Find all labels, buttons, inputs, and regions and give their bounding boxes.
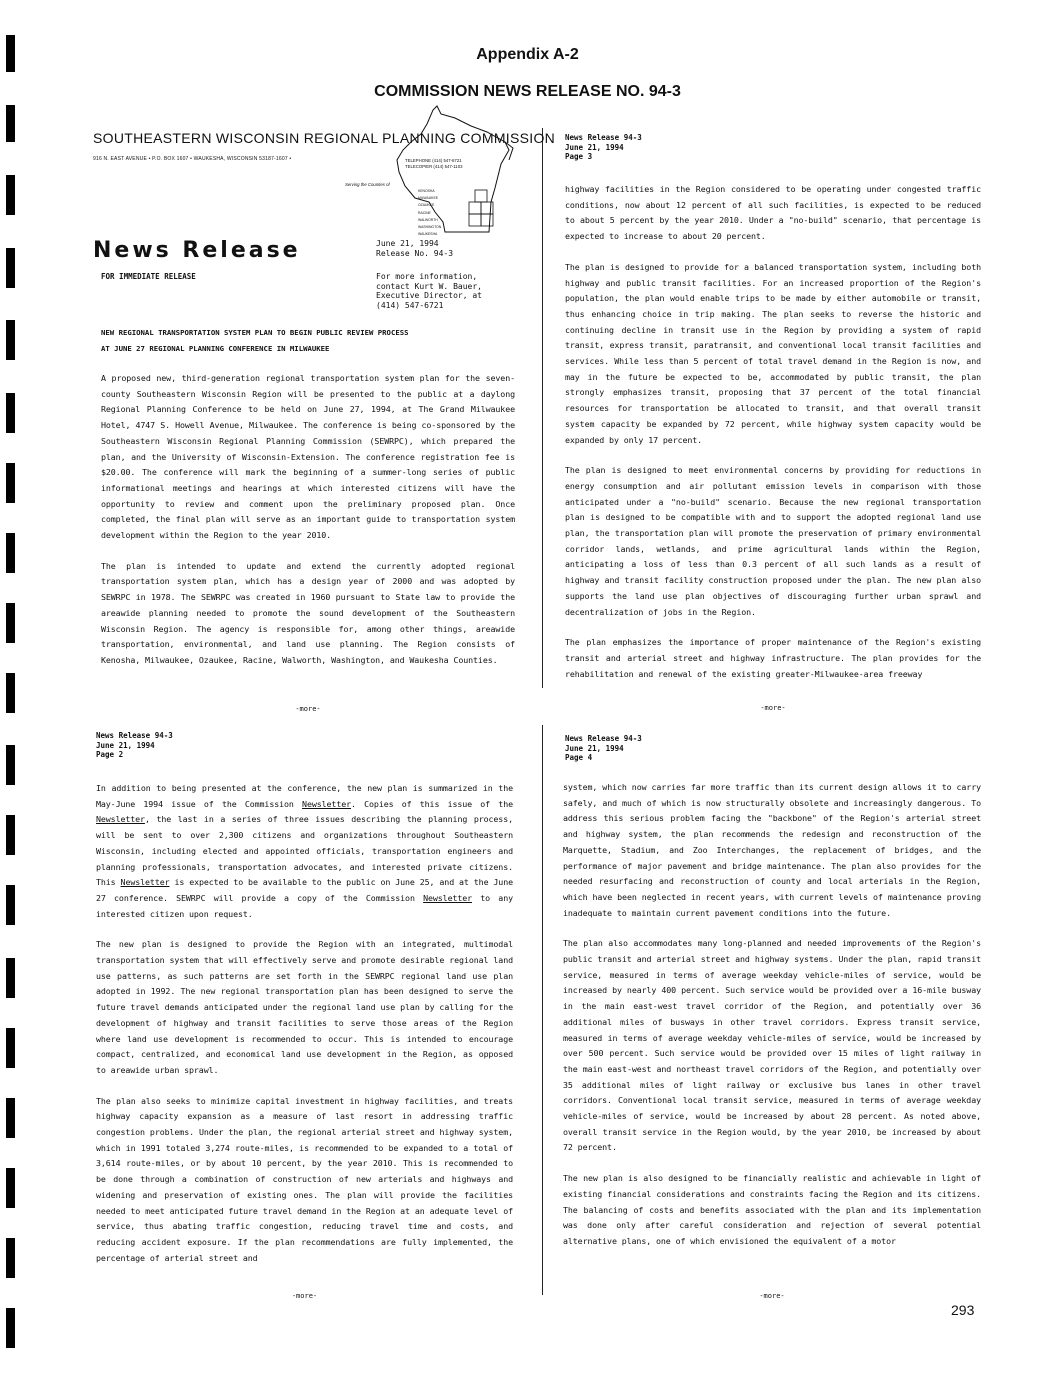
paragraph: The plan is intended to update and extend the currently adopted regional transportation system plan, which has a design year of 2000 and was adopted by SEWRPC in 1978. The SEWRPC was created in 1960 pursuant to State law to provide the areawide planning needed to promote the sound development of the Southeastern Wisconsin Region. The agency is responsible for, among other things, areawide transportation, environmental, and land use planning. The Region consists of Kenosha, Milwaukee, Ozaukee, Racine, Walworth, Washington, and Waukesha Counties. <box>101 560 515 665</box>
ref-line: Page 4 <box>565 753 593 762</box>
binder-mark <box>6 1238 15 1278</box>
county: WALWORTH <box>418 217 438 222</box>
binder-mark <box>6 815 15 855</box>
binder-mark <box>6 745 15 785</box>
county: KENOSHA <box>418 189 435 193</box>
page4-body <box>563 780 981 1250</box>
ref-line: June 21, 1994 <box>565 142 624 152</box>
contact-line: contact Kurt W. Bauer, <box>376 281 482 291</box>
release-number: Release No. 94-3 <box>376 248 454 258</box>
page2-ref <box>96 731 173 760</box>
appendix-title: Appendix A-2 <box>476 46 579 63</box>
binder-mark <box>6 1308 15 1348</box>
org-name: SOUTHEASTERN WISCONSIN REGIONAL PLANNING COMMISSION <box>93 130 556 146</box>
letterhead-phones <box>405 158 462 170</box>
binder-mark <box>6 673 15 713</box>
page3-body <box>565 182 981 682</box>
county: WAUKESHA <box>418 232 438 237</box>
page2-body <box>96 781 513 1266</box>
contact-block <box>376 272 482 310</box>
binder-mark <box>6 533 15 573</box>
paragraph: In addition to being presented at the conference, the new plan is summarized in the May-June 1994 issue of the Commission Newsletter. Copies of this issue of the Newsletter, the last in a series of three issues describing the planning process, will be sent to over 2,300 citizens and organizations throughout Southeastern Wisconsin, including elected and appointed officials, transportation engineers and planning professionals, transportation advocates, and interested private citizens. This Newsletter is expected to be available to the public on June 25, and at the June 27 conference. SEWRPC will provide a copy of the Commission Newsletter to any interested citizen upon request. <box>96 783 513 919</box>
page1-body <box>101 371 515 669</box>
binder-mark <box>6 393 15 433</box>
county: OZAUKEE <box>418 203 435 208</box>
page4-ref <box>565 734 642 763</box>
newsletter-title: Newsletter <box>423 892 473 903</box>
newsletter-title: Newsletter <box>96 814 145 825</box>
news-release-label: News Release <box>93 238 301 263</box>
ref-line: Page 3 <box>565 152 593 161</box>
more-marker: -more- <box>295 705 321 713</box>
wisconsin-map-icon <box>385 102 515 242</box>
column-divider <box>542 725 543 1295</box>
county: MILWAUKEE <box>418 196 438 201</box>
telephone: TELEPHONE (414) 547-6721 <box>405 158 462 163</box>
paragraph: The new plan is also designed to be financially realistic and achievable in light of existing financial considerations and constraints facing the Region and its citizens. The balancing of costs and benefits associated with the plan and its implementation was done only after careful consideration and rejection of several potential alternative plans, one of which envisioned the equivalent of a motor <box>563 1173 981 1246</box>
column-divider <box>542 128 543 688</box>
release-title: COMMISSION NEWS RELEASE NO. 94-3 <box>374 83 681 100</box>
binder-mark <box>6 1168 15 1208</box>
paragraph: The new plan is designed to provide the Region with an integrated, multimodal transportation system that will effectively serve and promote desirable regional land use patterns, as such patterns are set forth in the SEWRPC regional land use plan adopted in 1992. The new regional transportation plan has been designed to serve the future travel demands anticipated under the regional land use plan by calling for the development of highway and transit facilities to serve those areas of the Region where land use development is recommended to occur. This is intended to encourage compact, centralized, and economical land use development in the Region, as opposed to areawide urban sprawl. <box>96 939 513 1075</box>
ref-line: June 21, 1994 <box>565 743 624 753</box>
ref-line: News Release 94-3 <box>565 133 642 142</box>
org-address: 916 N. EAST AVENUE • P.O. BOX 1607 • WAUKESHA, WISCONSIN 53187-1607 • <box>93 156 292 162</box>
more-marker: -more- <box>291 1292 318 1300</box>
binder-mark <box>6 958 15 998</box>
paragraph: A proposed new, third-generation regional transportation system plan for the seven-county Southeastern Wisconsin Region will be presented to the public at a daylong Regional Planning Conference to be held on June 27, 1994, at The Grand Milwaukee Hotel, 4747 S. Howell Avenue, Milwaukee. The conference is being co-sponsored by the Southeastern Wisconsin Regional Planning Commission (SEWRPC), which prepared the plan, and the University of Wisconsin-Extension. The conference registration fee is $20.00. The conference will mark the beginning of a summer-long series of public informational meetings and hearings at which interested citizens will have the opportunity to review and comment upon the preliminary proposed plan. Once completed, the final plan will serve as an important guide to transportation system development within the Region to the year 2010. <box>101 373 515 541</box>
more-marker: -more- <box>759 1292 785 1300</box>
binder-mark <box>6 105 15 142</box>
release-date: June 21, 1994 <box>376 239 439 248</box>
binder-mark <box>6 175 15 215</box>
contact-line: (414) 547-6721 <box>376 300 444 310</box>
release-meta <box>376 239 453 258</box>
binder-mark <box>6 248 15 288</box>
immediate-release: FOR IMMEDIATE RELEASE <box>101 272 196 281</box>
paragraph: The plan is designed to meet environmental concerns by providing for reductions in energy consumption and air pollutant emission levels in comparison with those anticipated under a "no-build" scenario. Because the new regional transportation plan is designed to be compatible with and to support the adopted regional land use plan, the transportation plan will promote the preservation of primary environmental corridor lands, wetlands, and prime agricultural lands within the Region, anticipating a loss of less than 0.3 percent of all such lands as a result of highway and transit facility construction proposed under the plan. The new plan also supports the land use plan objectives of discouraging further urban sprawl and decentralization of jobs in the Region. <box>565 465 981 617</box>
ref-line: Page 2 <box>96 750 124 759</box>
paragraph: The plan also accommodates many long-planned and needed improvements of the Region's public transit and arterial street and highway systems. Under the plan, rapid transit service, measured in terms of average weekday vehicle-miles of service, would be increased by nearly 400 percent. Such service would be provided over a 16-mile busway in the main east-west travel corridor of the Region, and potentially over 36 additional miles of busways in other travel corridors. Express transit service, measured in terms of average weekday vehicle-miles of service, would be increased by over 500 percent. Such service would be provided over 15 miles of light railway in the main east-west and northeast travel corridors of the Region, and potentially over 35 additional miles of light railway or exclusive bus lanes in other travel corridors. Conventional local transit service, measured in terms of average weekday vehicle-miles of service, would be increased by about 28 percent. As noted above, overall transit service in the Region would, by the year 2010, be increased by about 72 percent. <box>563 938 981 1153</box>
county: RACINE <box>418 210 431 215</box>
page-number: 293 <box>951 1302 975 1318</box>
contact-line: For more information, <box>376 272 478 281</box>
paragraph: The plan emphasizes the importance of proper maintenance of the Region's existing transit and arterial street and highway infrastructure. The plan provides for the rehabilitation and renewal of the existing greater-Milwaukee-area freeway <box>565 637 981 679</box>
ref-line: June 21, 1994 <box>96 740 155 750</box>
binder-mark <box>6 603 15 643</box>
binder-mark <box>6 320 15 360</box>
more-marker: -more- <box>760 704 786 712</box>
telecopier: TELECOPIER (414) 547-1103 <box>405 164 463 169</box>
paragraph: The plan is designed to provide for a balanced transportation system, including both highway and public transit facilities. For an increased proportion of the Region's population, the plan would enable trips to be made by either automobile or transit, thus enhancing choice in trip making. The plan seeks to reverse the historic and continuing decline in transit use in the Region by providing a system of rapid transit, express transit, paratransit, and conventional local transit facilities and services. While less than 5 percent of total travel demand in the Region is now, and may in the future be expected to be, accommodated by public transit, the plan strongly emphasizes transit, proposing that 37 percent of the total financial resources for transportation be allocated to transit, and that overall transit system capacity be expanded by 72 percent, while highway system capacity would be expanded by only 17 percent. <box>565 261 981 445</box>
paragraph: The plan also seeks to minimize capital investment in highway facilities, and treats highway capacity expansion as a measure of last resort in addressing traffic congestion problems. Under the plan, the regional arterial street and highway system, which in 1991 totaled 3,274 route-miles, is recommended to be expanded to a total of 3,614 route-miles, or by about 10 percent, by the year 2010. This is recommended to be done through a combination of construction of new arterials and highways and widening and preservation of existing ones. The plan will provide the facilities needed to meet anticipated future travel demand in the Region at an adequate level of service, thus abating traffic congestion, reducing travel time and costs, and reducing accident exposure. If the plan recommendations are fully implemented, the percentage of arterial street and <box>96 1095 513 1263</box>
newsletter-title: Newsletter <box>120 877 170 888</box>
headline-line: NEW REGIONAL TRANSPORTATION SYSTEM PLAN TO BEGIN PUBLIC REVIEW PROCESS <box>101 328 409 337</box>
binder-mark <box>6 885 15 925</box>
binder-mark <box>6 1028 15 1068</box>
headline <box>101 325 409 357</box>
contact-line: Executive Director, at <box>376 291 482 300</box>
headline-line: AT JUNE 27 REGIONAL PLANNING CONFERENCE IN MILWAUKEE <box>101 344 330 353</box>
paragraph: system, which now carries far more traffic than its current design allows it to carry safely, and much of which is now structurally obsolete and increasingly dangerous. To address this serious problem facing the "backbone" of the Region's arterial street and highway system, the plan recommends the redesign and reconstruction of the Marquette, Stadium, and Zoo Interchanges, the replacement of bridges, and the performance of major pavement and bridge maintenance. The plan also provides for the needed resurfacing and reconstruction of county and local arterials in the Region, which have been neglected in recent years, with current levels of maintenance proving inadequate to maintain current pavement conditions into the future. <box>563 782 981 918</box>
page3-ref <box>565 133 642 162</box>
ref-line: News Release 94-3 <box>96 731 173 740</box>
county-list <box>418 188 441 238</box>
binder-mark <box>6 1098 15 1138</box>
newsletter-title: Newsletter <box>302 798 351 809</box>
ref-line: News Release 94-3 <box>565 734 642 743</box>
county: WASHINGTON <box>418 225 442 230</box>
binder-mark <box>6 463 15 503</box>
paragraph: highway facilities in the Region considered to be operating under congested traffic conditions, now about 12 percent of all such facilities, is expected to be reduced to about 5 percent by the year 2010. Under a "no-build" scenario, that percentage is expected to increase to about 20 percent. <box>565 184 981 242</box>
serving-counties-label: Serving the Counties of <box>345 182 390 187</box>
